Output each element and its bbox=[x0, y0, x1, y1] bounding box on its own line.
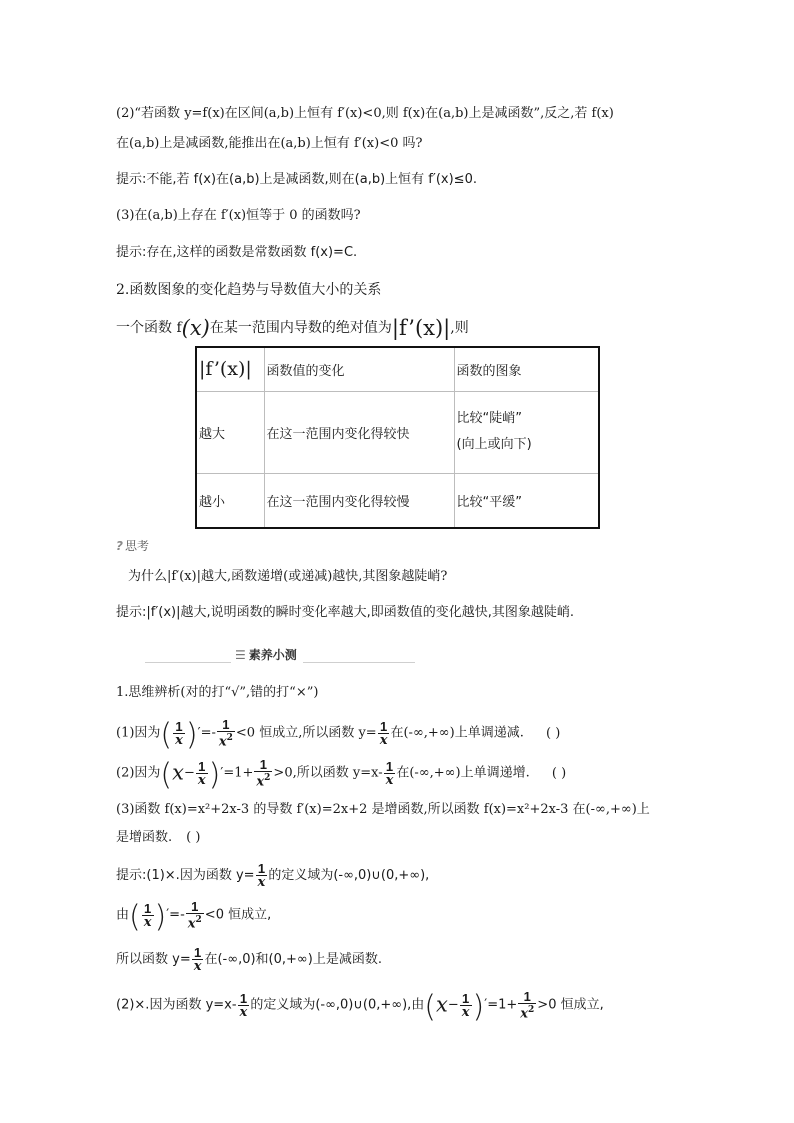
answer-line-2: 由( $\frac{1}{x}$ )′=- $\frac{1}{x^2}$ <0 恒成立, bbox=[116, 899, 272, 935]
think-question: 为什么|f′(x)|越大,函数递增(或递减)越快,其图象越陡峭? bbox=[128, 569, 448, 584]
book-stack-icon: ☰ bbox=[235, 648, 246, 662]
question-mark-icon: ? bbox=[116, 539, 123, 553]
header-abs-derivative: |f’(x)| bbox=[196, 347, 264, 391]
exercise-title: 1.思维辨析(对的打“√”,错的打“×”) bbox=[116, 685, 319, 700]
cell-graph-gentle: 比较“平缓” bbox=[454, 473, 599, 528]
cell-larger: 越大 bbox=[196, 391, 264, 473]
answer-blank-2: ( ) bbox=[551, 765, 567, 781]
table-row bbox=[196, 473, 599, 528]
cell-change-slow: 在这一范围内变化得较慢 bbox=[264, 473, 454, 528]
q3-question: (3)在(a,b)上存在 f′(x)恒等于 0 的函数吗? bbox=[116, 208, 361, 223]
header-graph: 函数的图象 bbox=[454, 347, 599, 391]
think-hint: 提示:|f′(x)|越大,说明函数的瞬时变化率越大,即函数值的变化越快,其图象越陡峭. bbox=[116, 605, 575, 620]
cell-smaller: 越小 bbox=[196, 473, 264, 528]
table-header-row bbox=[196, 347, 599, 391]
answer-line-3: 所以函数 y= $\frac{1}{x}$ 在(-∞,0)和(0,+∞)上是减函数. bbox=[116, 945, 382, 974]
section2-intro: 一个函数 f(x)在某一范围内导数的绝对值为|f’(x)|,则 bbox=[116, 316, 469, 340]
section-header bbox=[145, 646, 415, 666]
answer-blank-3: ( ) bbox=[186, 830, 201, 845]
table-row bbox=[196, 391, 599, 473]
section-title: 素养小测 bbox=[248, 648, 297, 662]
answer-line-1: 提示:(1)×.因为函数 y= $\frac{1}{x}$ 的定义域为(-∞,0)∪(0,+∞), bbox=[116, 861, 430, 890]
exercise-item-3-line2: 是增函数. ( ) bbox=[116, 830, 201, 845]
think-heading: ? 思考 bbox=[116, 539, 149, 553]
derivative-relation-table bbox=[195, 346, 600, 529]
cell-graph-steep: 比较“陡峭” (向上或向下) bbox=[454, 391, 599, 473]
exercise-item-3-line1: (3)函数 f(x)=x²+2x-3 的导数 f′(x)=2x+2 是增函数,所以函数 f(x)=x²+2x-3 在(-∞,+∞)上 bbox=[116, 802, 650, 817]
q2-hint: 提示:不能,若 f(x)在(a,b)上是减函数,则在(a,b)上恒有 f′(x)≤0. bbox=[116, 172, 477, 187]
exercise-item-1: (1)因为( $\frac{1}{x}$ )′=- $\frac{1}{x^2}$ <0 恒成立,所以函数 y= $\frac{1}{x}$ 在(-∞,+∞)上单调递减. ( ) bbox=[116, 717, 561, 753]
exercise-item-2: (2)因为(x− $\frac{1}{x}$ )′=1+ $\frac{1}{x^2}$ >0,所以函数 y=x- $\frac{1}{x}$ 在(-∞,+∞)上单调递增. ( ) bbox=[116, 757, 567, 793]
q2-text-line2: 在(a,b)上是减函数,能推出在(a,b)上恒有 f′(x)<0 吗? bbox=[116, 136, 423, 151]
q3-hint: 提示:存在,这样的函数是常数函数 f(x)=C. bbox=[116, 245, 358, 260]
header-value-change: 函数值的变化 bbox=[264, 347, 454, 391]
answer-line-4: (2)×.因为函数 y=x- $\frac{1}{x}$ 的定义域为(-∞,0)∪(0,+∞),由(x− $\frac{1}{x}$ )′=1+ $\frac{1}{x^2}$ >0 恒成立, bbox=[116, 989, 604, 1025]
section2-title: 2.函数图象的变化趋势与导数值大小的关系 bbox=[116, 282, 382, 298]
answer-blank-1: ( ) bbox=[545, 725, 561, 741]
q2-text-line1: (2)“若函数 y=f(x)在区间(a,b)上恒有 f′(x)<0,则 f(x)在(a,b)上是减函数”,反之,若 f(x) bbox=[116, 106, 614, 121]
cell-change-fast: 在这一范围内变化得较快 bbox=[264, 391, 454, 473]
